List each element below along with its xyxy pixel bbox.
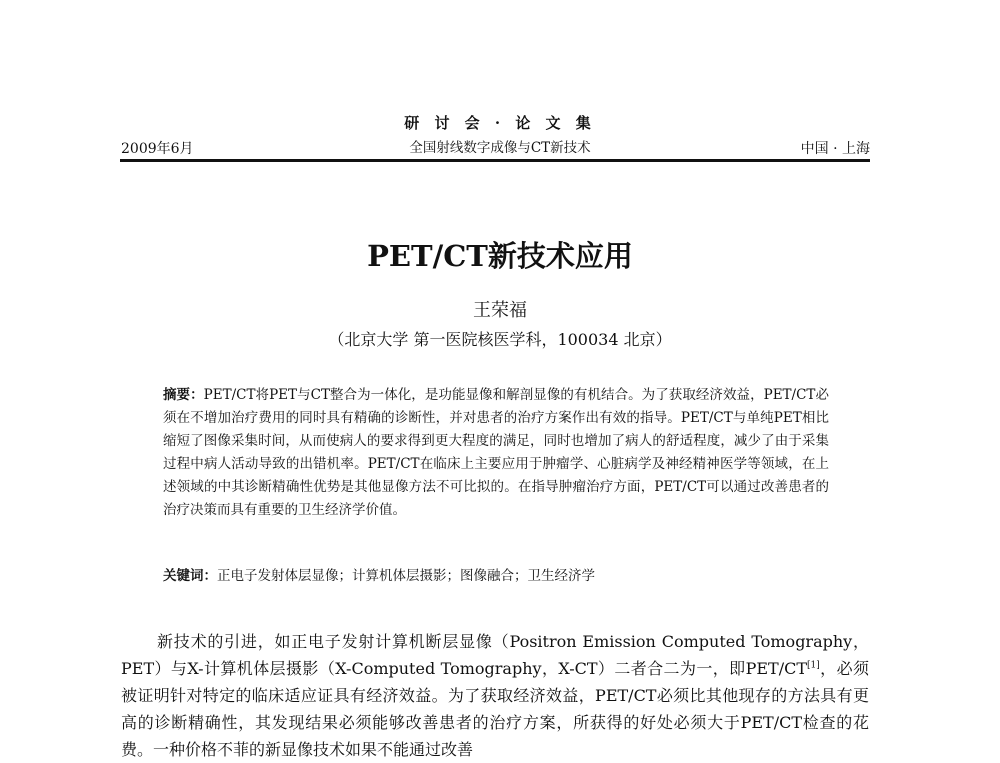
keywords (163, 565, 829, 588)
citation-ref[interactable]: [1] (807, 660, 820, 671)
running-header-subtitle: 全国射线数字成像与CT新技术 (409, 140, 591, 156)
keywords-text: 正电子发射体层显像；计算机体层摄影；图像融合；卫生经济学 (217, 568, 595, 584)
abstract-label: 摘要： (163, 387, 204, 403)
header-divider (120, 159, 870, 162)
abstract (163, 384, 829, 522)
abstract-text: PET/CT将PET与CT整合为一体化，是功能显像和解剖显像的有机结合。为了获取经济效益，PET/CT必须在不增加治疗费用的同时具有精确的诊断性，并对患者的治疗方案作出有效的指导。PET/CT与单纯PET相比缩短了图像采集时间，从而使病人的要求得到更大程度的满足，同时也增加了病人的舒适程度，减少了由于采集过程中病人活动导致的出错机率。PET/CT在临床上主要应用于肿瘤学、心脏病学及神经精神医学等领域，在上述领域的中其诊断精确性优势是其他显像方法不可比拟的。在指导肿瘤治疗方面，PET/CT可以通过改善患者的治疗决策而具有重要的卫生经济学价值。 (163, 387, 829, 518)
paper-affiliation: （北京大学 第一医院核医学科，100034 北京） (328, 330, 672, 349)
body-paragraph (121, 628, 869, 763)
body-text-part2: ，必须被证明针对特定的临床适应证具有经济效益。为了获取经济效益，PET/CT必须比其他现存的方法具有更高的诊断精确性，其发现结果必须能够改善患者的治疗方案，所获得的好处必须大于PET/CT检查的花费。一种价格不菲的新显像技术如果不能通过改善 (121, 659, 869, 759)
paper-author: 王荣福 (473, 300, 527, 321)
body-text-part1: 新技术的引进，如正电子发射计算机断层显像（Positron Emission Computed Tomography，PET）与X-计算机体层摄影（X-Computed Tomography，X-CT）二者合二为一，即PET/CT (121, 632, 869, 678)
keywords-label: 关键词： (163, 568, 217, 584)
paper-title: PET/CT新技术应用 (367, 239, 633, 273)
running-header-location: 中国 · 上海 (800, 141, 870, 157)
running-header-title: 研 讨 会 · 论 文 集 (404, 114, 596, 132)
running-header-date: 2009年6月 (121, 141, 194, 157)
